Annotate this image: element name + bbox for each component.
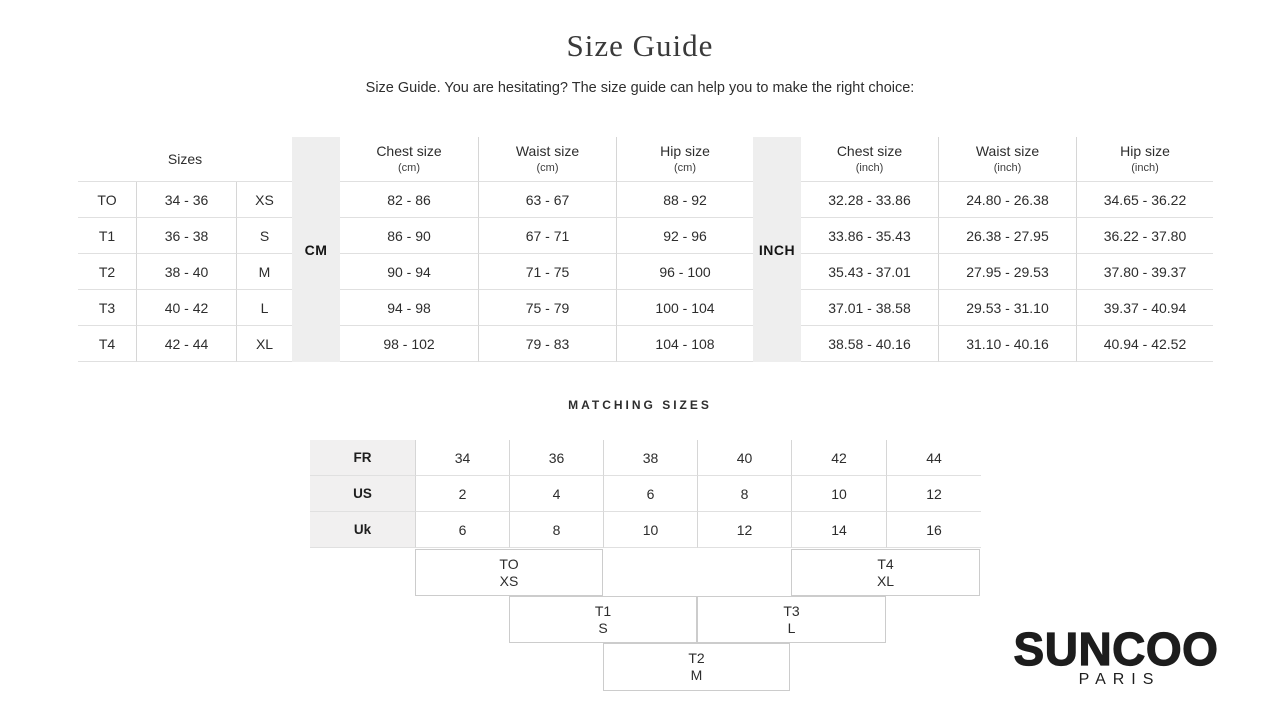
- sizes-header: Sizes: [78, 137, 292, 182]
- matching-sizes-heading: MATCHING SIZES: [568, 398, 712, 412]
- mapping-box-t1-s: T1 S: [509, 596, 697, 643]
- measurement-table: [78, 137, 1213, 362]
- hip-inch: 36.22 - 37.80: [1076, 218, 1213, 254]
- cm-unit-bar: CM: [292, 137, 340, 362]
- hip-inch: 37.80 - 39.37: [1076, 254, 1213, 290]
- chest-inch: 35.43 - 37.01: [801, 254, 938, 290]
- hip-inch-header: Hip size (inch): [1076, 137, 1213, 182]
- chest-cm: 98 - 102: [340, 326, 478, 362]
- brand-city: PARIS: [1078, 671, 1161, 688]
- fr-size: 44: [886, 440, 981, 476]
- hip-cm: 96 - 100: [616, 254, 753, 290]
- fr-range: 40 - 42: [136, 290, 236, 326]
- fr-size: 34: [415, 440, 509, 476]
- chest-cm: 82 - 86: [340, 182, 478, 218]
- uk-size: 8: [509, 512, 603, 548]
- hip-cm: 104 - 108: [616, 326, 753, 362]
- waist-cm: 67 - 71: [478, 218, 616, 254]
- size-letter: L: [236, 290, 292, 326]
- us-size: 8: [697, 476, 791, 512]
- matching-sizes-table: [310, 440, 981, 548]
- fr-range: 36 - 38: [136, 218, 236, 254]
- waist-cm-header: Waist size (cm): [478, 137, 616, 182]
- waist-inch: 31.10 - 40.16: [938, 326, 1076, 362]
- hip-cm: 92 - 96: [616, 218, 753, 254]
- chest-inch-header: Chest size (inch): [801, 137, 938, 182]
- inch-unit-bar: INCH: [753, 137, 801, 362]
- size-letter: S: [236, 218, 292, 254]
- fr-size: 42: [791, 440, 886, 476]
- waist-cm: 63 - 67: [478, 182, 616, 218]
- waist-inch: 27.95 - 29.53: [938, 254, 1076, 290]
- chest-inch: 37.01 - 38.58: [801, 290, 938, 326]
- size-code: T2: [78, 254, 136, 290]
- brand-logo: [998, 623, 1234, 689]
- waist-inch: 29.53 - 31.10: [938, 290, 1076, 326]
- hip-cm-header: Hip size (cm): [616, 137, 753, 182]
- hip-cm: 100 - 104: [616, 290, 753, 326]
- fr-range: 38 - 40: [136, 254, 236, 290]
- page-subtitle: Size Guide. You are hesitating? The size guide can help you to make the right choice:: [365, 80, 915, 96]
- size-code: T1: [78, 218, 136, 254]
- waist-inch: 26.38 - 27.95: [938, 218, 1076, 254]
- fr-size: 38: [603, 440, 697, 476]
- us-size: 2: [415, 476, 509, 512]
- chest-cm: 94 - 98: [340, 290, 478, 326]
- page-title: Size Guide: [566, 28, 714, 63]
- mapping-box-t2-m: T2 M: [603, 643, 790, 691]
- us-size: 6: [603, 476, 697, 512]
- waist-cm: 75 - 79: [478, 290, 616, 326]
- uk-size: 14: [791, 512, 886, 548]
- row-label-fr: FR: [310, 440, 415, 476]
- chest-inch: 32.28 - 33.86: [801, 182, 938, 218]
- chest-inch: 38.58 - 40.16: [801, 326, 938, 362]
- fr-range: 42 - 44: [136, 326, 236, 362]
- brand-name: SUNCOO: [1013, 623, 1219, 675]
- waist-inch-header: Waist size (inch): [938, 137, 1076, 182]
- chest-cm: 90 - 94: [340, 254, 478, 290]
- us-size: 10: [791, 476, 886, 512]
- size-letter: XL: [236, 326, 292, 362]
- hip-inch: 39.37 - 40.94: [1076, 290, 1213, 326]
- waist-cm: 71 - 75: [478, 254, 616, 290]
- row-label-us: US: [310, 476, 415, 512]
- chest-cm: 86 - 90: [340, 218, 478, 254]
- uk-size: 10: [603, 512, 697, 548]
- hip-cm: 88 - 92: [616, 182, 753, 218]
- us-size: 4: [509, 476, 603, 512]
- size-letter: M: [236, 254, 292, 290]
- mapping-box-to-xs: TO XS: [415, 549, 603, 596]
- row-label-uk: Uk: [310, 512, 415, 548]
- uk-size: 16: [886, 512, 981, 548]
- uk-size: 12: [697, 512, 791, 548]
- size-code: T3: [78, 290, 136, 326]
- waist-cm: 79 - 83: [478, 326, 616, 362]
- chest-cm-header: Chest size (cm): [340, 137, 478, 182]
- fr-range: 34 - 36: [136, 182, 236, 218]
- chest-inch: 33.86 - 35.43: [801, 218, 938, 254]
- hip-inch: 34.65 - 36.22: [1076, 182, 1213, 218]
- us-size: 12: [886, 476, 981, 512]
- mapping-box-t4-xl: T4 XL: [791, 549, 980, 596]
- uk-size: 6: [415, 512, 509, 548]
- mapping-box-t3-l: T3 L: [697, 596, 886, 643]
- fr-size: 36: [509, 440, 603, 476]
- size-letter: XS: [236, 182, 292, 218]
- size-mapping-diagram: [310, 548, 981, 692]
- hip-inch: 40.94 - 42.52: [1076, 326, 1213, 362]
- waist-inch: 24.80 - 26.38: [938, 182, 1076, 218]
- size-code: TO: [78, 182, 136, 218]
- size-code: T4: [78, 326, 136, 362]
- fr-size: 40: [697, 440, 791, 476]
